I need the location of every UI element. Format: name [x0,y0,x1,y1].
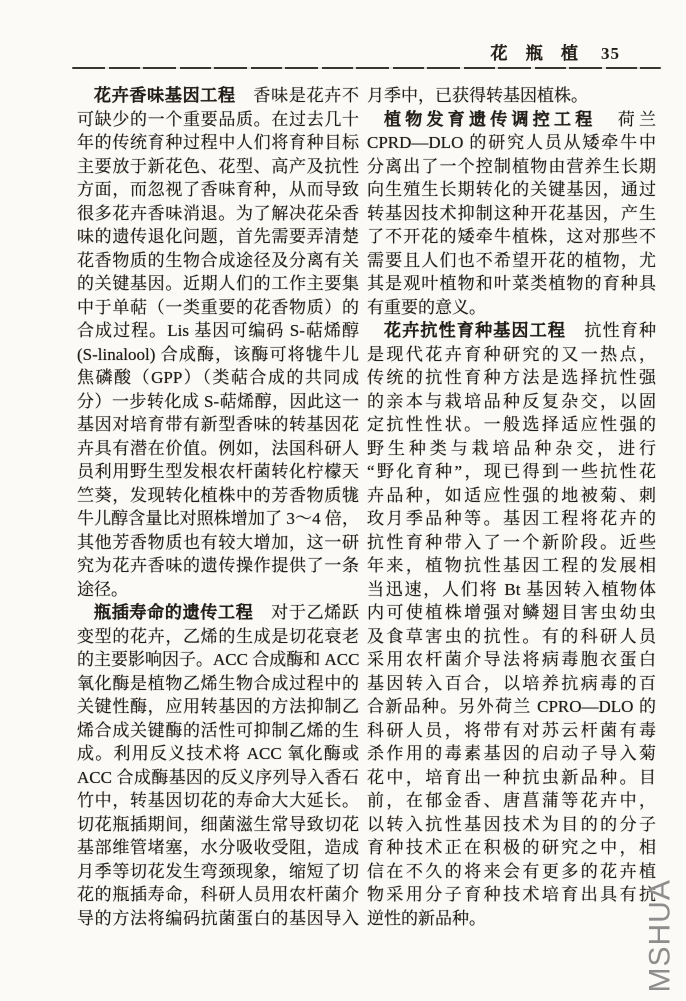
text-line [367,343,656,367]
text-line [77,296,359,320]
line-text: 的亲本与栽培品种反复杂交，以固 [367,391,656,411]
line-text: 抗性育种 [566,321,656,340]
text-line [367,390,656,414]
text-line [77,766,359,790]
text-line [77,695,359,719]
line-text: 导的方法将编码抗菌蛋白的基因导入 [77,908,359,928]
text-line [367,484,656,508]
section-heading: 瓶插寿命的遗传工程 [94,603,254,622]
line-text: 究为花卉香味的遗传操作提供了一条 [77,556,359,575]
text-line [367,648,656,672]
line-text: 抗性育种带入了一个新阶段。近些 [367,532,656,552]
text-line [367,695,656,719]
line-text: 香味是花卉不 [235,86,359,105]
line-text: 花香物质的生物合成途径及分离有关 [77,250,359,270]
text-line [77,672,359,696]
text-line [367,272,656,296]
text-line [367,742,656,766]
line-text: 员利用野生型发根农杆菌转化柠檬天 [77,462,359,481]
text-line [77,460,359,484]
line-text: 合成过程。Lis 基因可编码 S-萜烯醇 [77,321,359,340]
line-text: 卉具有潜在价值。例如，法国科研人 [77,438,359,458]
text-line [367,578,656,602]
line-text: 烯合成关键酶的活性可抑制乙烯的生 [77,720,359,740]
line-text: 采用农杆菌介导法将病毒胞衣蛋白 [367,650,656,669]
text-line [77,860,359,884]
text-line [77,108,359,132]
line-text: 其他芳香物质也有较大增加，这一研 [77,532,359,552]
text-line [77,601,359,625]
text-line [77,319,359,343]
page-header [491,39,621,64]
line-text: CPRD—DLO 的研究人员从矮牵牛中 [367,133,656,152]
text-line [77,366,359,390]
text-line [367,719,656,743]
line-text: 关键性酶，应用转基因的方法抑制乙 [77,697,359,716]
line-text: 花的瓶插寿命，科研人员用农杆菌介 [77,885,359,904]
line-text: 有重要的意义。 [367,297,486,317]
line-text: 逆性的新品种。 [367,908,486,928]
section-heading: 花卉抗性育种基因工程 [384,321,567,340]
line-text: 基因转入百合，以培养抗病毒的百 [367,673,656,693]
text-line [77,84,359,108]
line-text: 物采用分子育种技术培育出具有抗 [367,885,656,904]
line-text: 育种技术正在积极的研究之中，相 [367,838,656,857]
line-text: ACC 合成酶基因的反义序列导入香石 [77,767,359,787]
text-line [367,836,656,860]
text-line [77,484,359,508]
text-line [77,719,359,743]
line-text: 需要且人们也不希望开花的植物，尤 [367,250,656,270]
line-text: 定抗性性状。一般选择适应性强的 [367,415,656,434]
text-line [367,178,656,202]
text-line [367,108,656,132]
text-line [77,343,359,367]
text-line [367,554,656,578]
text-line [77,907,359,931]
text-line [77,578,359,602]
line-text: 卉品种，如适应性强的地被菊、刺 [367,485,656,505]
text-line [367,601,656,625]
text-line [367,296,656,320]
line-text: 方面，而忽视了香味育种，从而导致 [77,180,359,199]
text-line [77,836,359,860]
text-line [77,272,359,296]
line-text: 分离出了一个控制植物由营养生长期 [367,156,656,176]
text-line [77,742,359,766]
text-line [367,155,656,179]
line-text: 杀作用的毒素基因的启动子导入菊 [367,744,656,763]
line-text: 信在不久的将来会有更多的花卉植 [367,861,656,881]
line-text: “野化育种”，现已得到一些抗性花 [367,462,656,481]
text-line [367,531,656,555]
text-line [77,413,359,437]
line-text: 是现代花卉育种研究的又一热点， [367,344,656,364]
line-text: 当迅速，人们将 Bt 基因转入植物体 [367,579,656,599]
text-line [367,202,656,226]
text-line [367,789,656,813]
text-line [77,178,359,202]
page-number: 35 [601,44,620,63]
text-line [367,813,656,837]
line-text: 以转入抗性基因技术为目的的分子 [367,814,656,834]
section-heading: 植物发育遗传调控工程 [384,109,597,129]
line-text: 科研人员，将带有对苏云杆菌有毒 [367,720,656,740]
text-line [77,249,359,273]
text-line [367,319,656,343]
line-text: 年的传统育种过程中人们将育种目标 [77,133,359,152]
text-line [367,672,656,696]
line-text: 对于乙烯跃 [253,603,359,622]
line-text: 很多花卉香味消退。为了解决花朵香 [77,203,359,223]
text-line [77,155,359,179]
line-text: 可缺少的一个重要品质。在过去几十 [77,109,359,129]
text-line [77,202,359,226]
text-line [367,131,656,155]
line-text: 转基因技术抑制这种开花基因，产生 [367,203,656,223]
line-text: 焦磷酸（GPP）（类萜合成的共同成 [77,368,359,387]
watermark: MSHUA [643,879,677,993]
line-text: 向生殖生长期转化的关键基因，通过 [367,180,656,199]
line-text: (S-linalool) 合成酶，该酶可将牻牛儿 [77,344,359,364]
line-text: 变型的花卉，乙烯的生成是切花衰老 [77,626,359,646]
line-text: 中于单萜（一类重要的花香物质）的 [77,297,359,317]
line-text: 玫月季品种等。基因工程将花卉的 [367,509,656,528]
line-text: 其是观叶植物和叶菜类植物的育种具 [367,274,656,293]
line-text: 年来，植物抗性基因工程的发展相 [367,556,656,575]
text-line [77,225,359,249]
line-text: 基部维管堵塞，水分吸收受阻，造成 [77,838,359,857]
line-text: 月季中，已获得转基因植株。 [367,86,588,105]
text-line [367,860,656,884]
text-line [367,883,656,907]
line-text: 主要放于新花色、花型、高产及抗性 [77,156,359,176]
line-text: 竹中，转基因切花的寿命大大延长。 [77,791,359,810]
line-text: 及食草害虫的抗性。有的科研人员 [367,626,656,646]
header-rule [72,67,661,69]
line-text: 合新品种。另外荷兰 CPRO—DLO 的 [367,697,656,716]
text-line [367,413,656,437]
line-text: 野生种类与栽培品种杂交，进行 [367,438,656,458]
text-line [77,789,359,813]
line-text: 月季等切花发生弯颈现象，缩短了切 [77,861,359,881]
text-line [77,131,359,155]
line-text: 牛儿醇含量比对照株增加了 3～4 倍， [77,509,359,528]
section-heading: 花卉香味基因工程 [94,86,236,105]
text-line [77,625,359,649]
text-line [77,390,359,414]
text-line [77,554,359,578]
running-head-title: 花 瓶 植 [490,44,585,63]
line-text: 成。利用反义技术将 ACC 氧化酶或 [77,744,359,763]
text-line [77,648,359,672]
line-text: 氧化酶是植物乙烯生物合成过程中的 [77,673,359,693]
text-line [367,460,656,484]
text-line [367,249,656,273]
left-column [77,84,359,930]
text-line [77,437,359,461]
line-text: 荷兰 [596,109,656,129]
text-line [77,507,359,531]
line-text: 味的遗传退化问题，首先需要弄清楚 [77,227,359,246]
line-text: 的主要影响因子。ACC 合成酶和 ACC [77,650,359,669]
line-text: 前，在郁金香、唐菖蒲等花卉中， [367,791,656,810]
line-text: 的关键基因。近期人们的工作主要集 [77,274,359,293]
line-text: 花中，培育出一种抗虫新品种。目 [367,767,656,787]
text-line [77,813,359,837]
line-text: 途径。 [77,579,128,599]
line-text: 竺葵，发现转化植株中的芳香物质牻 [77,485,359,505]
line-text: 传统的抗性育种方法是选择抗性强 [367,368,656,387]
text-line [367,625,656,649]
text-line [367,225,656,249]
text-line [77,531,359,555]
text-line [367,84,656,108]
text-line [367,366,656,390]
text-line [367,766,656,790]
line-text: 了不开花的矮牵牛植株，这对那些不 [367,227,656,246]
right-column [367,84,656,930]
text-line [367,907,656,931]
line-text: 基因对培育带有新型香味的转基因花 [77,415,359,434]
line-text: 切花瓶插期间，细菌滋生常导致切花 [77,814,359,834]
line-text: 分）一步转化成 S-萜烯醇，因此这一 [77,391,359,411]
text-line [367,507,656,531]
text-line [77,883,359,907]
line-text: 内可使植株增强对鳞翅目害虫幼虫 [367,603,656,622]
text-line [367,437,656,461]
